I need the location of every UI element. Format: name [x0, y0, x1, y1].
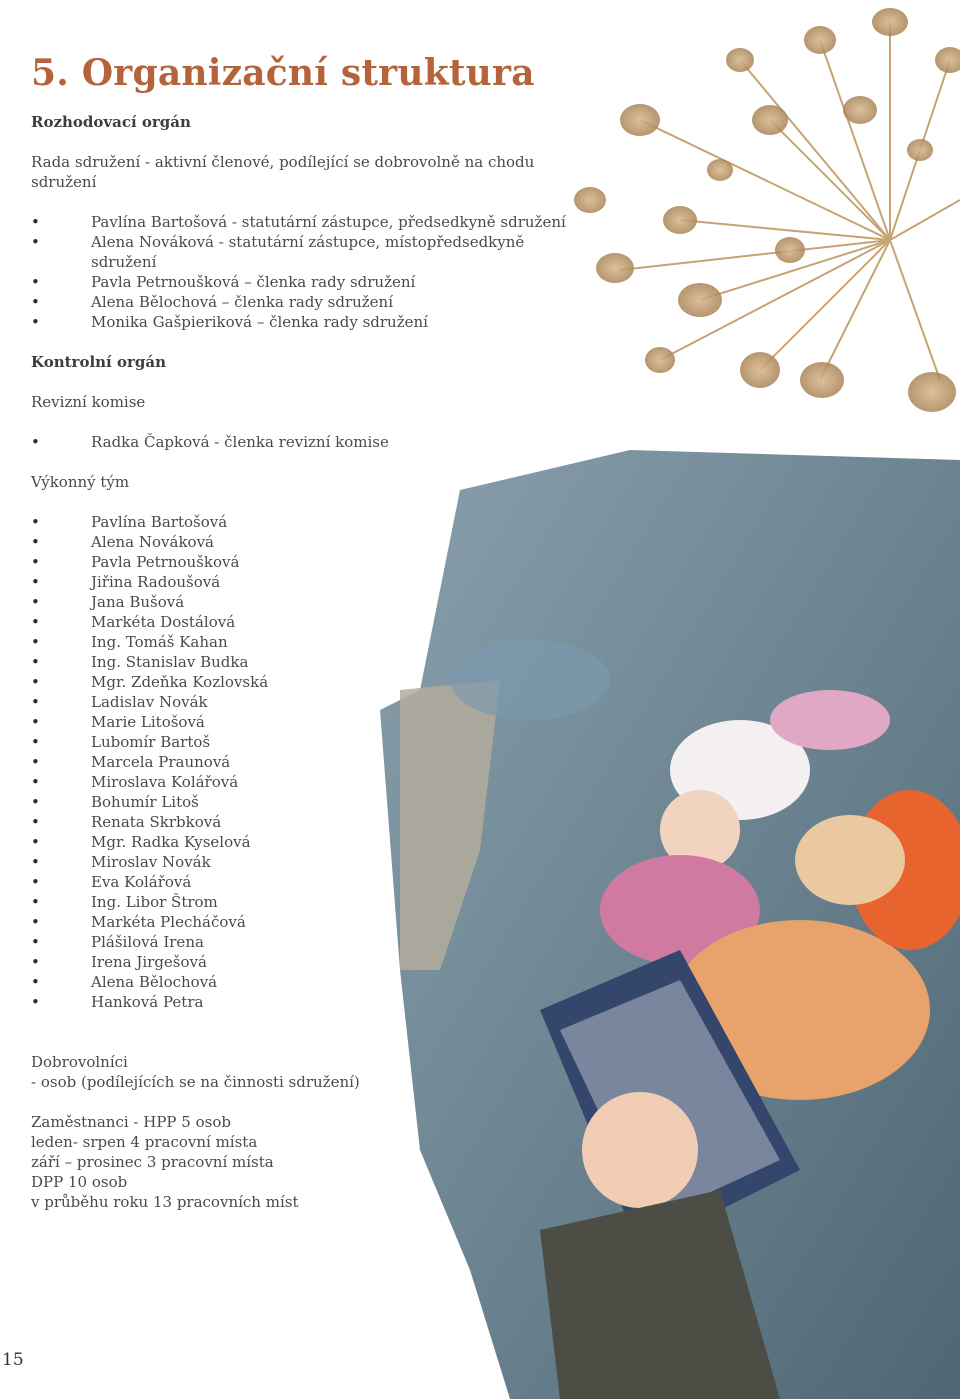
list-item: • Ing. Stanislav Budka: [31, 652, 591, 672]
list-item: • Ing. Libor Štrom: [31, 892, 591, 912]
list-item: • Markéta Dostálová: [31, 612, 591, 632]
list-item: • Alena Bělochová – členka rady sdružení: [31, 292, 591, 312]
list-item: • Irena Jirgešová: [31, 952, 591, 972]
list-item: • Pavla Petrnoušková – členka rady sdružení: [31, 272, 591, 292]
list-item: • Plášilová Irena: [31, 932, 591, 952]
control-body-heading: Kontrolní orgán: [31, 353, 166, 371]
council-intro: Rada sdružení - aktivní členové, podílející se dobrovolně na chodu sdružení: [31, 153, 535, 191]
decision-body-heading: Rozhodovací orgán: [31, 113, 191, 131]
council-list: [31, 212, 591, 332]
employees-line: v průběhu roku 13 pracovních míst: [31, 1193, 299, 1211]
list-item: • Ladislav Novák: [31, 692, 591, 712]
executive-team-list: [31, 512, 591, 1012]
employees-line: leden- srpen 4 pracovní místa: [31, 1133, 258, 1151]
list-item: • Alena Bělochová: [31, 972, 591, 992]
page-title: 5. Organizační struktura: [31, 52, 535, 94]
list-item: • Pavlína Bartošová: [31, 512, 591, 532]
list-item: • Miroslav Novák: [31, 852, 591, 872]
list-item: • Alena Nováková - statutární zástupce, místopředsedkyně sdružení: [31, 232, 591, 272]
list-item: • Alena Nováková: [31, 532, 591, 552]
organization-structure: [31, 112, 591, 1212]
audit-commission-list: [31, 432, 591, 452]
page-number: 15: [2, 1350, 24, 1370]
list-item: • Renata Skrbková: [31, 812, 591, 832]
list-item: • Lubomír Bartoš: [31, 732, 591, 752]
list-item: • Pavla Petrnoušková: [31, 552, 591, 572]
employees-line: DPP 10 osob: [31, 1173, 128, 1191]
volunteers-heading: Dobrovolníci: [31, 1053, 128, 1071]
list-item: • Jana Bušová: [31, 592, 591, 612]
list-item: • Pavlína Bartošová - statutární zástupce, předsedkyně sdružení: [31, 212, 591, 232]
list-item: • Ing. Tomáš Kahan: [31, 632, 591, 652]
list-item: • Marie Litošová: [31, 712, 591, 732]
employees-line: září – prosinec 3 pracovní místa: [31, 1153, 274, 1171]
list-item: • Marcela Praunová: [31, 752, 591, 772]
list-item: • Jiřina Radoušová: [31, 572, 591, 592]
list-item: • Mgr. Radka Kyselová: [31, 832, 591, 852]
list-item: • Miroslava Kolářová: [31, 772, 591, 792]
dandelion-illustration: [560, 0, 960, 430]
executive-team-heading: Výkonný tým: [31, 473, 130, 491]
list-item: • Radka Čapková - členka revizní komise: [31, 432, 591, 452]
list-item: • Mgr. Zdeňka Kozlovská: [31, 672, 591, 692]
volunteers-note: - osob (podílejících se na činnosti sdružení): [31, 1073, 360, 1091]
list-item: • Eva Kolářová: [31, 872, 591, 892]
audit-commission-label: Revizní komise: [31, 393, 146, 411]
employees-line: Zaměstnanci - HPP 5 osob: [31, 1113, 231, 1131]
list-item: • Monika Gašpieriková – členka rady sdružení: [31, 312, 591, 332]
list-item: • Hanková Petra: [31, 992, 591, 1012]
list-item: • Bohumír Litoš: [31, 792, 591, 812]
list-item: • Markéta Plecháčová: [31, 912, 591, 932]
